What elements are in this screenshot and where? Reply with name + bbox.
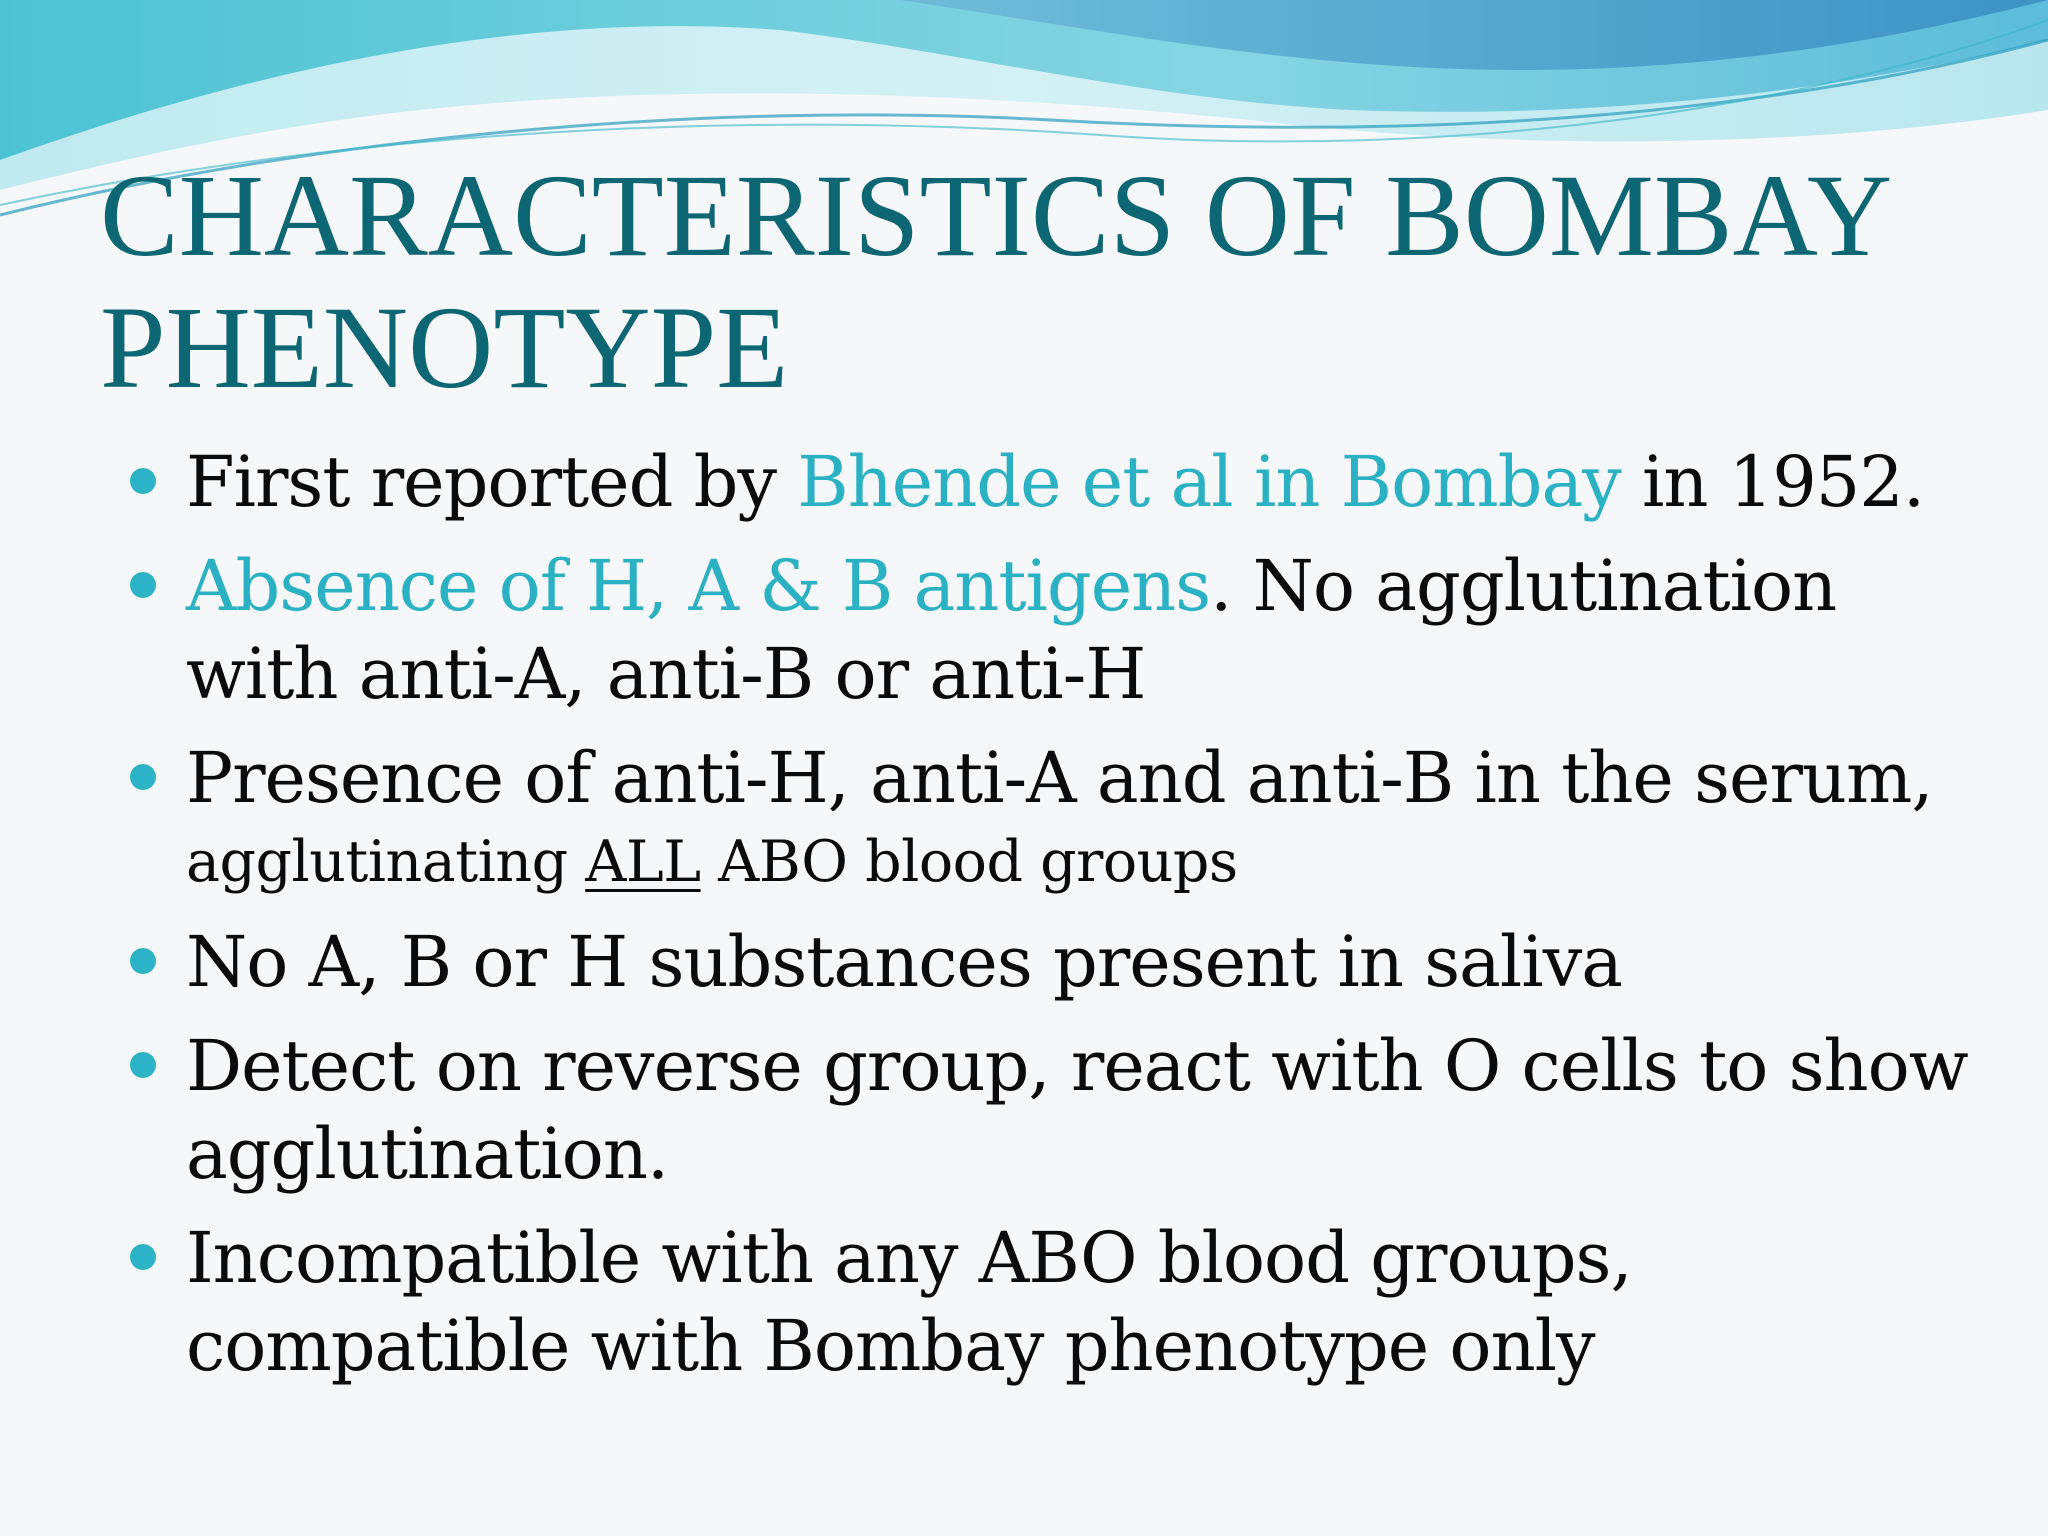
slide-title-line-1: CHARACTERISTICS OF BOMBAY [100, 150, 1893, 281]
bullet-item-saliva [130, 918, 2010, 1006]
bullet-line: Presence of anti-H, anti-A and anti-B in the serum, [186, 737, 1933, 819]
bullet-item-detect-reverse-group [130, 1022, 2010, 1198]
bullet-line [186, 438, 2010, 526]
bullet-dot-icon [130, 572, 156, 598]
bullet-text: First reported by [186, 441, 798, 523]
bullet-text: in 1952. [1620, 441, 1925, 523]
bullet-highlight-text: Absence of H, A & B antigens [186, 545, 1211, 627]
bullet-subline [186, 822, 2010, 902]
bullet-dot-icon [130, 1244, 156, 1270]
bullet-line: Incompatible with any ABO blood groups, [186, 1217, 1632, 1299]
bullet-list [130, 438, 2010, 1390]
bullet-dot-icon [130, 1052, 156, 1078]
bullet-item-absence-of-antigens [130, 542, 2010, 718]
bullet-line: Detect on reverse group, react with O cells to show [186, 1025, 1968, 1107]
bullet-dot-icon [130, 948, 156, 974]
slide-title-line-2: PHENOTYPE [100, 282, 789, 413]
bullet-line [186, 542, 2010, 630]
bullet-item-compatibility [130, 1214, 2010, 1390]
bullet-line: compatible with Bombay phenotype only [186, 1305, 1595, 1387]
bullet-item-presence-of-antibodies [130, 734, 2010, 902]
bullet-line: agglutination. [186, 1113, 669, 1195]
bullet-dot-icon [130, 468, 156, 494]
bullet-line: No A, B or H substances present in saliva [186, 921, 1622, 1003]
slide-title [100, 150, 2000, 414]
bullet-item-first-reported [130, 438, 2010, 526]
bullet-text: . No agglutination [1210, 545, 1837, 627]
bullet-text: ABO blood groups [700, 829, 1238, 895]
bullet-underlined-text: ALL [585, 829, 701, 895]
bullet-line: with anti-A, anti-B or anti-H [186, 633, 1146, 715]
bullet-highlight-text: Bhende et al in Bombay [797, 441, 1621, 523]
bullet-dot-icon [130, 764, 156, 790]
bullet-text: agglutinating [186, 829, 586, 895]
